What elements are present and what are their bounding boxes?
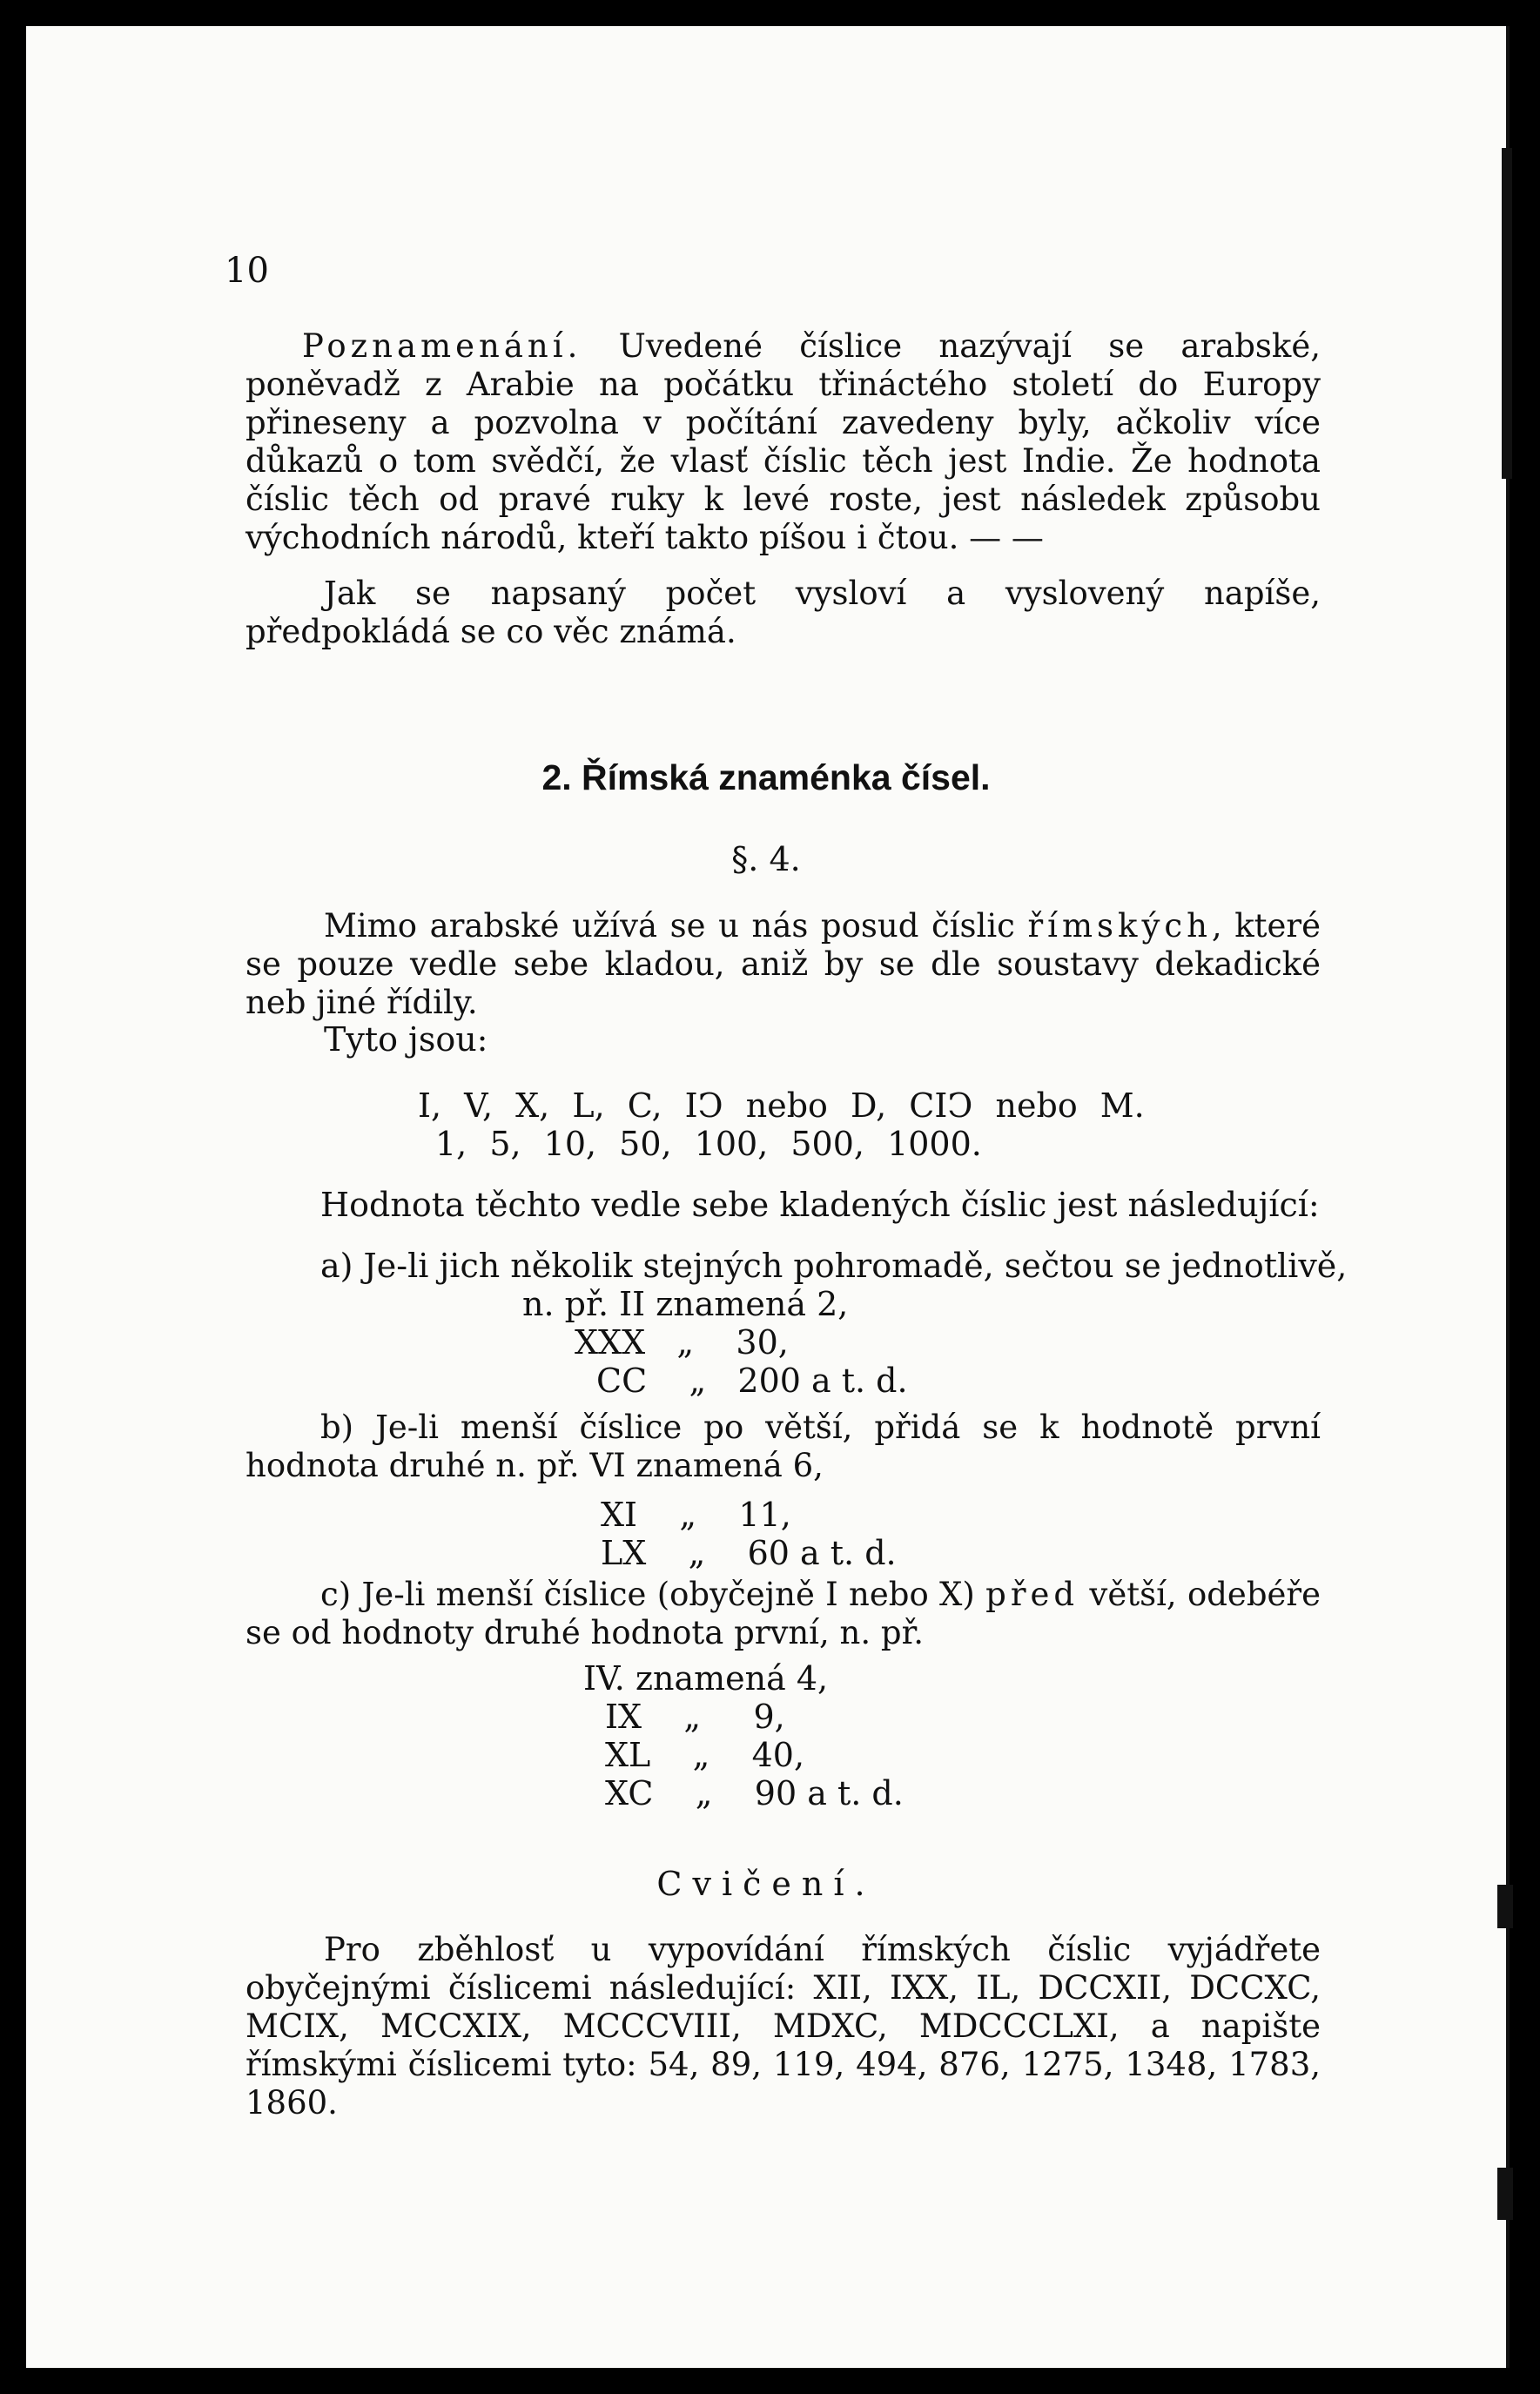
rule-c-text-b: větší, odebéře se od hodnoty druhé hodnota první, n. př. <box>245 1576 1321 1651</box>
rule-c-text-a: c) Je-li menší číslice (obyčejně I nebo X) <box>320 1576 975 1613</box>
page-number: 10 <box>225 251 269 291</box>
rule-c-line: XC „ 90 a t. d. <box>605 1774 904 1812</box>
rule-a-text: a) Je-li jich několik stejných pohromadě, sečtou se jednotlivě, <box>320 1247 1348 1285</box>
note-label: Poznamenání. <box>302 327 582 365</box>
note-body: Uvedené číslice nazývají se arabské, poněvadž z Arabie na počátku třináctého století do Europy přineseny a pozvolna v počítání zavedeny byly, ačkoliv více důkazů o tom svědčí, že vlasť číslic těch jest Indie. Že hodnota číslic těch od pravé ruky k levé roste, jest následek způsobu východních národů, kteří takto píšou i čtou. — — <box>245 327 1321 556</box>
exercise-heading: Cvičení. <box>656 1865 876 1903</box>
rule-c-line: IX „ 9, <box>605 1698 785 1736</box>
rule-b-line: LX „ 60 a t. d. <box>601 1534 897 1572</box>
paragraph-mark: §. 4. <box>731 840 801 878</box>
rule-b-line: XI „ 11, <box>601 1496 791 1534</box>
rule-c-line: IV. znamená 4, <box>583 1659 829 1698</box>
rule-a-line: n. př. II znamená 2, <box>522 1285 849 1323</box>
note-paragraph <box>245 327 1321 557</box>
rule-c-spaced: před <box>985 1576 1079 1613</box>
rule-b-text: b) Je-li menší číslice po větší, přidá se k hodnotě první hodnota druhé n. př. VI znamená 6, <box>245 1409 1321 1484</box>
rule-c-paragraph <box>245 1576 1321 1652</box>
margin-mark <box>1497 2168 1513 2220</box>
rule-a-line: XXX „ 30, <box>575 1323 789 1362</box>
intro-text-a: Mimo arabské užívá se u nás posud číslic <box>324 907 1015 945</box>
intro-text-b: , které se pouze vedle sebe kladou, aniž by se dle soustavy dekadické neb jiné řídily. <box>245 907 1321 1021</box>
intro-paragraph <box>245 907 1321 1022</box>
rule-a-line: CC „ 200 a t. d. <box>596 1362 908 1400</box>
arabic-values-row: 1, 5, 10, 50, 100, 500, 1000. <box>435 1125 982 1163</box>
roman-numerals-row: I, V, X, L, C, IↃ nebo D, CIↃ nebo M. <box>418 1086 1145 1125</box>
value-intro: Hodnota těchto vedle sebe kladených číslic jest následující: <box>320 1186 1320 1224</box>
exercise-text: Pro zběhlosť u vypovídání římských číslic vyjádřete obyčejnými číslicemi následující: XII, IXX, IL, DCCXII, DCCXC, MCIX, MCCXIX, MCCCVIII, MDXC, MDCCCLXI, a napište římskými číslicemi tyto: 54, 89, 119, 494, 876, 1275, 1348, 1783, 1860. <box>245 1931 1321 2122</box>
rule-c-line: XL „ 40, <box>605 1736 805 1774</box>
note2-text: Jak se napsaný počet vysloví a vyslovený napíše, předpokládá se co věc známá. <box>245 575 1321 650</box>
these-are: Tyto jsou: <box>324 1020 488 1059</box>
section-heading: 2. Římská znaménka čísel. <box>541 757 991 797</box>
note2-paragraph <box>245 575 1321 651</box>
margin-mark <box>1502 148 1512 479</box>
book-page <box>26 26 1506 2368</box>
intro-spaced: římských <box>1027 907 1212 945</box>
